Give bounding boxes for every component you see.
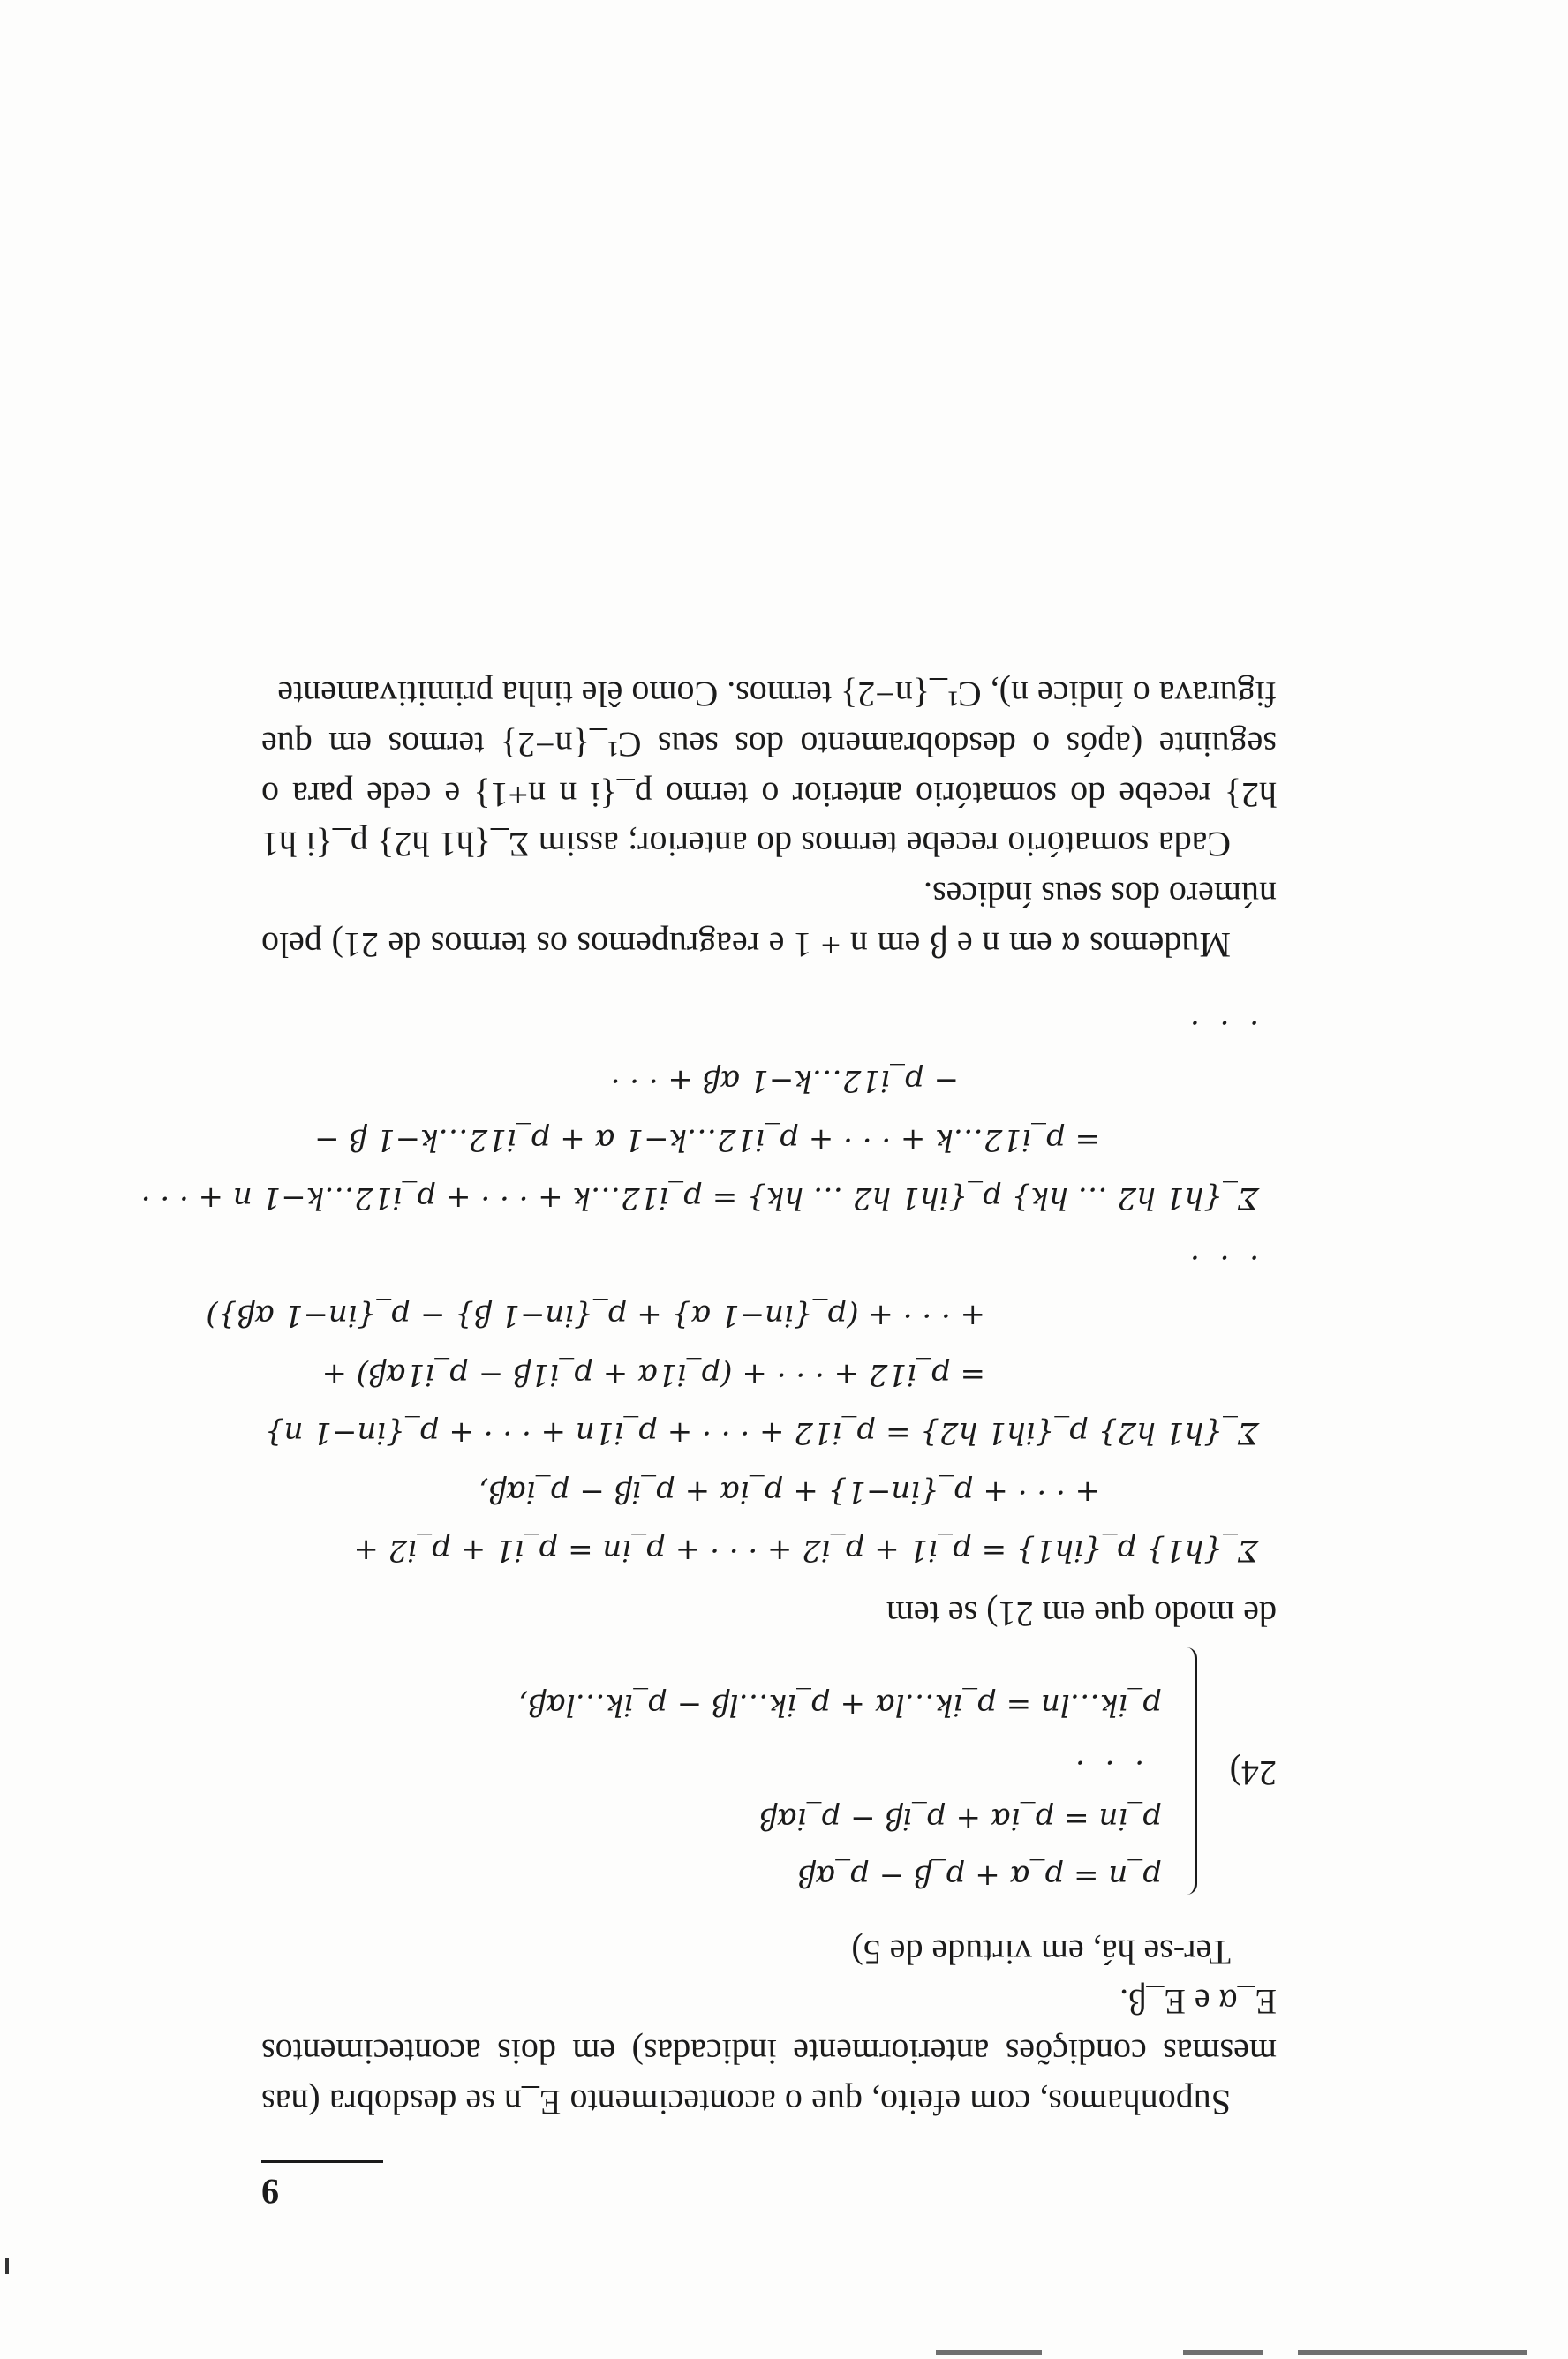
equation-lines — [518, 1667, 1162, 1895]
paragraph-mudemos: Mudemos α em n e β em n + 1 e reagrupemos os termos de 21) pelo número dos seus índices. — [261, 875, 1277, 966]
formula-ellipsis: · · · — [1184, 1239, 1259, 1275]
formula-line: = p_i12 + · · · + (p_i1α + p_i1β − p_i1αβ) + — [321, 1356, 985, 1392]
paragraph-de-modo: de modo que em 21) se tem — [886, 1594, 1277, 1634]
formula-line: = p_i12…k + · · · + p_i12…k−1 α + p_i12…k−1 β − — [314, 1121, 1100, 1157]
scan-edge-mark — [1183, 2350, 1263, 2355]
page-body — [140, 668, 1277, 2212]
scan-edge-mark — [5, 2258, 9, 2274]
sum-general-block — [140, 1003, 1277, 1217]
formula-line: Σ_{h1 h2} p_{ih1 h2} = p_i12 + · · · + p_i1n + · · · + p_{in−1 n} — [264, 1415, 1259, 1451]
equation-ellipsis: · · · — [1069, 1744, 1144, 1780]
formula-ellipsis: · · · — [1184, 1004, 1259, 1040]
sum-h1h2-block — [206, 1238, 1277, 1451]
scan-edge-mark — [1298, 2350, 1527, 2355]
formula-line: Σ_{h1} p_{ih1} = p_i1 + p_i2 + · · · + p_in = p_i1 + p_i2 + — [353, 1533, 1259, 1569]
equation-line: p_ik…ln = p_ik…lα + p_ik…lβ − p_ik…lαβ, — [518, 1687, 1162, 1723]
equation-line: p_in = p_iα + p_iβ − p_iαβ — [759, 1801, 1162, 1837]
equation-line: p_n = p_α + p_β − p_αβ — [797, 1858, 1162, 1894]
formula-line: + · · · + p_{in−1} + p_iα + p_iβ − p_iαβ, — [479, 1473, 1100, 1510]
text-column — [140, 668, 1277, 2127]
header-rule — [261, 2160, 383, 2163]
paragraph-cada-somatorio: Cada somatório recebe termos do anterior; assim Σ_{h1 h2} p_{i h1 h2} recebe do somatório anterior o termo p_{i n n+1} e cede para o seguinte (após o desdobramento dos seus C¹_{n−2} termos em que figurava o índice n), C¹_{n−2} termos. Como êle tinha primitivamente — [261, 675, 1277, 865]
formula-line: + · · · + (p_{in−1 α} + p_{in−1 β} − p_{in−1 αβ}) — [206, 1298, 985, 1334]
paragraph-virtude: Ter-se há, em virtude de 5) — [851, 1932, 1231, 1972]
page-number: 9 — [261, 2172, 279, 2212]
scan-edge-mark — [936, 2350, 1042, 2355]
formula-line: − p_i12…k−1 αβ + · · · — [610, 1063, 959, 1099]
equation-label: 24) — [1229, 1752, 1277, 1793]
equation-24 — [261, 1639, 1277, 1903]
left-brace — [1180, 1647, 1197, 1895]
paragraph-intro: Suponhamos, com efeito, que o acontecimento E_n se desdobra (nas mesmas condições anteriormente indicadas) em dois acontecimentos E_α e E_β. — [261, 1982, 1277, 2122]
sum-h1-block — [261, 1473, 1277, 1569]
formula-line: Σ_{h1 h2 … hk} p_{ih1 h2 … hk} = p_i12…k + · · · + p_i12…k−1 n + · · · — [140, 1180, 1259, 1217]
